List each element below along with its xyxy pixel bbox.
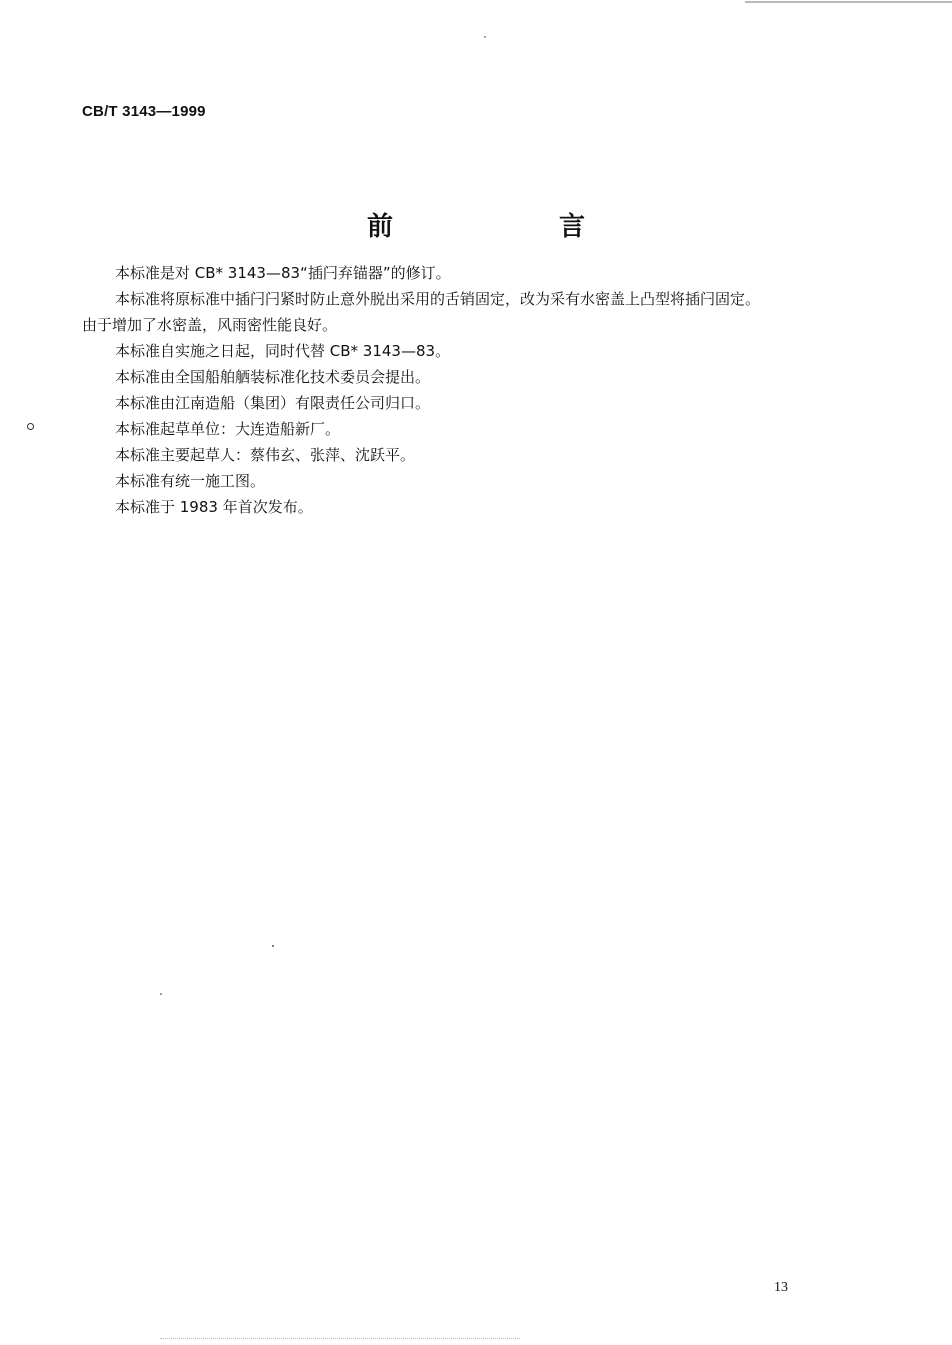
scan-bottom-smudge [160, 1338, 520, 1339]
paragraph-drafters: 本标准主要起草人：蔡伟玄、张萍、沈跃平。 [115, 446, 416, 464]
foreword-body [82, 260, 872, 520]
paragraph-responsible-unit: 本标准由江南造船（集团）有限责任公司归口。 [115, 394, 431, 412]
paragraph-first-release: 本标准于 1983 年首次发布。 [115, 498, 313, 516]
paragraph-drawings: 本标准有统一施工图。 [115, 472, 266, 490]
paragraph-proposer: 本标准由全国船舶舾装标准化技术委员会提出。 [115, 368, 431, 386]
paragraph-revision: 本标准是对 CB* 3143—83“插闩弃锚器”的修订。 [115, 264, 451, 282]
page-number: 13 [774, 1280, 788, 1295]
scan-speck [484, 36, 486, 38]
paragraph-replacement: 本标准自实施之日起，同时代替 CB* 3143—83。 [115, 342, 451, 360]
scan-ring-mark [27, 423, 34, 430]
paragraph-change-description-continued: 由于增加了水密盖，风雨密性能良好。 [82, 316, 338, 334]
scan-speck [272, 945, 274, 947]
top-edge-rule [745, 1, 952, 3]
paragraph-change-description: 本标准将原标准中插闩闩紧时防止意外脱出采用的舌销固定，改为采有水密盖上凸型将插闩固定。 [115, 290, 761, 308]
standard-code-header: CB/T 3143—1999 [82, 103, 206, 120]
page-title: 前 言 [366, 212, 655, 242]
paragraph-drafting-unit: 本标准起草单位：大连造船新厂。 [115, 420, 341, 438]
scan-speck [160, 993, 162, 995]
